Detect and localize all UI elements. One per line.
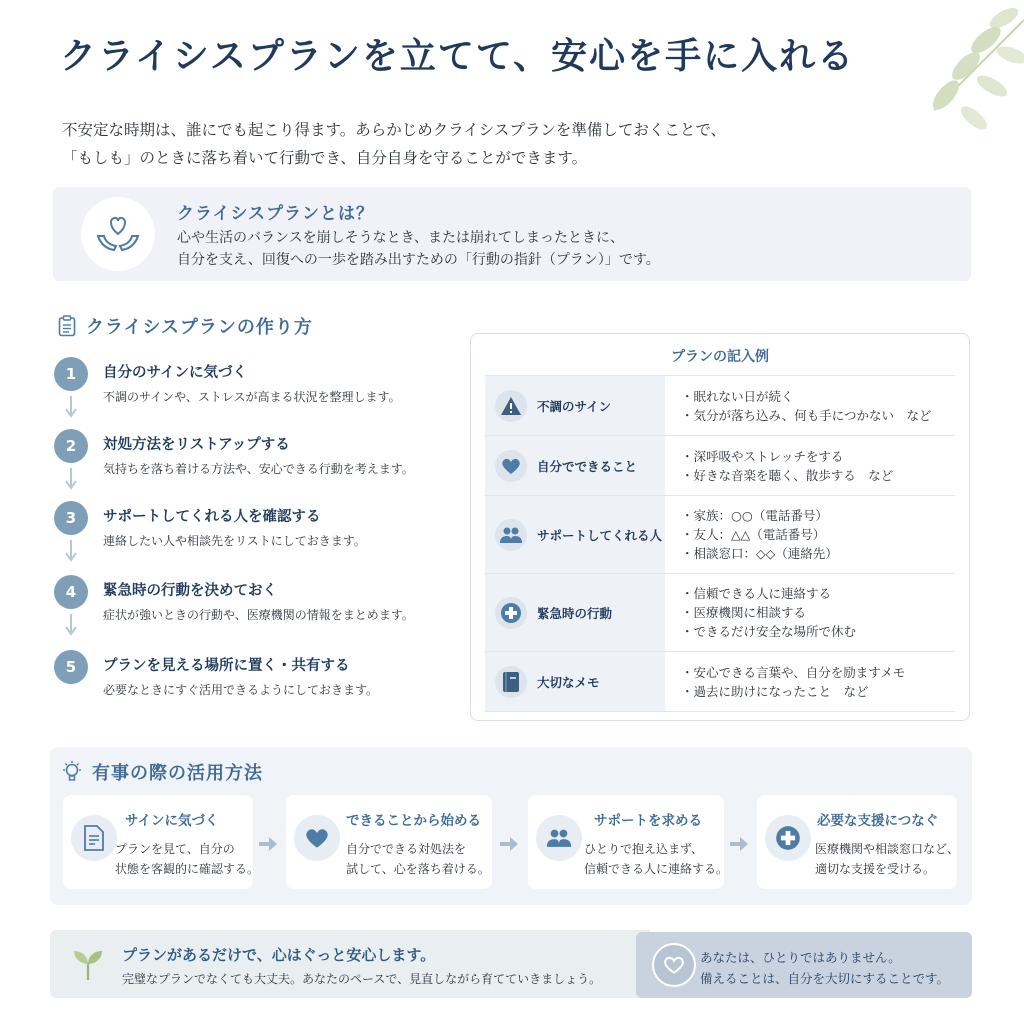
step-item <box>54 427 464 477</box>
example-item: ・安心できる言葉や、自分を励ますメモ <box>681 664 906 680</box>
example-item: ・できるだけ安全な場所で休む <box>681 624 857 639</box>
arrow-down-icon <box>64 396 78 418</box>
step-desc: 連絡したい人や相談先をリストにしておきます。 <box>103 534 366 548</box>
people-icon <box>495 519 527 551</box>
example-row-label: 緊急時の行動 <box>537 605 613 621</box>
usage-card-title: サポートを求める <box>594 813 702 829</box>
notebook-icon <box>495 666 527 698</box>
example-item: ・眠れない日が続く <box>681 388 794 404</box>
plan-example-panel <box>470 333 970 721</box>
page-title: クライシスプランを立てて、安心を手に入れる <box>60 35 856 77</box>
leaves-decoration <box>874 0 1024 150</box>
intro-line-2: 「もしも」のときに落ち着いて行動でき、自分自身を守ることができます。 <box>62 149 588 167</box>
medical-cross-icon <box>765 815 811 861</box>
heart-icon <box>495 450 527 482</box>
example-item: ・過去に助けになったこと など <box>681 683 869 699</box>
arrow-right-icon <box>259 837 277 851</box>
example-row <box>485 651 955 711</box>
step-number: 3 <box>54 501 88 535</box>
usage-card-desc: 自分でできる対処法を <box>346 842 467 856</box>
heart-icon <box>294 815 340 861</box>
footer-left-desc: 完璧なプランでなくても大丈夫。あなたのペースで、見直しながら育てていきましょう。 <box>122 972 602 986</box>
usage-card-title: 必要な支援につなぐ <box>817 813 939 829</box>
lightbulb-icon <box>62 761 82 783</box>
example-row-label: 不調のサイン <box>537 398 612 414</box>
howto-heading <box>58 313 313 339</box>
usage-card-desc: 試して、心を落ち着ける。 <box>346 862 490 876</box>
example-row-label: サポートしてくれる人 <box>537 527 663 543</box>
step-number: 4 <box>54 575 88 609</box>
what-is-panel <box>53 187 971 281</box>
footer-message-right <box>636 932 972 998</box>
step-title: サポートしてくれる人を確認する <box>103 509 321 525</box>
intro-line-1: 不安定な時期は、誰にでも起こり得ます。あらかじめクライシスプランを準備しておくことで、 <box>62 121 727 139</box>
usage-card-desc: 適切な支援を受ける。 <box>815 862 936 876</box>
example-item: ・医療機関に相談する <box>681 605 807 620</box>
usage-card-title: できることから始める <box>346 813 481 829</box>
example-row <box>485 573 955 651</box>
howto-title: クライシスプランの作り方 <box>86 317 313 338</box>
step-title: 対処方法をリストアップする <box>103 437 290 453</box>
arrow-right-icon <box>500 837 518 851</box>
arrow-right-icon <box>730 837 748 851</box>
step-title: 自分のサインに気づく <box>103 365 247 381</box>
footer-right-line-2: 備えることは、自分を大切にすることです。 <box>700 971 950 986</box>
document-icon <box>71 815 117 861</box>
example-item: ・相談窓口：◇◇（連絡先） <box>681 546 838 561</box>
example-row-label: 自分でできること <box>537 458 638 474</box>
example-item: ・深呼吸やストレッチをする <box>681 448 844 464</box>
what-is-line-1: 心や生活のバランスを崩しそうなとき、または崩れてしまったときに、 <box>177 230 625 246</box>
plan-example-title: プランの記入例 <box>671 349 769 365</box>
step-title: プランを見える場所に置く・共有する <box>103 658 350 674</box>
arrow-down-icon <box>64 468 78 490</box>
heart-hands-icon <box>81 197 155 271</box>
step-title: 緊急時の行動を決めておく <box>103 583 277 599</box>
example-row <box>485 495 955 573</box>
footer-right-line-1: あなたは、ひとりではありません。 <box>700 950 901 965</box>
usage-heading <box>62 759 263 785</box>
what-is-line-2: 自分を支え、回復への一歩を踏み出すための「行動の指針（プラン）」です。 <box>177 252 660 268</box>
usage-card <box>286 795 492 889</box>
example-row <box>485 375 955 435</box>
usage-card <box>528 795 729 889</box>
step-number: 1 <box>54 357 88 391</box>
clipboard-icon <box>58 315 76 337</box>
usage-card <box>757 795 960 889</box>
step-number: 5 <box>54 650 88 684</box>
people-icon <box>536 815 582 861</box>
table-divider <box>485 711 955 712</box>
step-item <box>54 355 464 405</box>
usage-card-desc: ひとりで抱え込まず、 <box>584 842 704 856</box>
example-item: ・気分が落ち込み、何も手につかない など <box>681 407 932 423</box>
step-item <box>54 648 464 698</box>
example-row <box>485 435 955 495</box>
usage-card-desc: 状態を客観的に確認する。 <box>115 862 260 876</box>
step-desc: 必要なときにすぐ活用できるようにしておきます。 <box>103 683 379 697</box>
medical-cross-icon <box>495 597 527 629</box>
usage-card-desc: プランを見て、自分の <box>115 842 235 856</box>
step-desc: 症状が強いときの行動や、医療機関の情報をまとめます。 <box>103 608 414 622</box>
usage-card-title: サインに気づく <box>125 813 219 829</box>
example-item: ・信頼できる人に連絡する <box>681 586 832 601</box>
arrow-down-icon <box>64 614 78 636</box>
warning-icon <box>495 390 527 422</box>
usage-card-desc: 信頼できる人に連絡する。 <box>584 862 729 876</box>
what-is-text <box>177 227 660 271</box>
example-row-label: 大切なメモ <box>537 674 600 690</box>
usage-title: 有事の際の活用方法 <box>92 763 263 784</box>
step-desc: 不調のサインや、ストレスが高まる状況を整理します。 <box>103 390 401 404</box>
sprout-icon <box>70 946 106 982</box>
example-item: ・友人：△△（電話番号） <box>681 527 826 542</box>
example-item: ・好きな音楽を聴く、散歩する など <box>681 467 894 483</box>
example-item: ・家族：○○（電話番号） <box>681 508 828 523</box>
what-is-title: クライシスプランとは？ <box>177 204 374 224</box>
step-item <box>54 499 464 549</box>
usage-card <box>63 795 260 889</box>
usage-card-desc: 医療機関や相談窓口など、 <box>815 842 960 856</box>
step-desc: 気持ちを落ち着ける方法や、安心できる行動を考えます。 <box>103 462 414 476</box>
usage-panel <box>50 747 972 905</box>
heart-icon <box>652 943 696 987</box>
footer-message-left <box>50 930 650 998</box>
arrow-down-icon <box>64 540 78 562</box>
step-number: 2 <box>54 429 88 463</box>
step-item <box>54 573 464 623</box>
intro-text <box>62 116 726 172</box>
footer-left-title: プランがあるだけで、心はぐっと安心します。 <box>122 946 436 964</box>
